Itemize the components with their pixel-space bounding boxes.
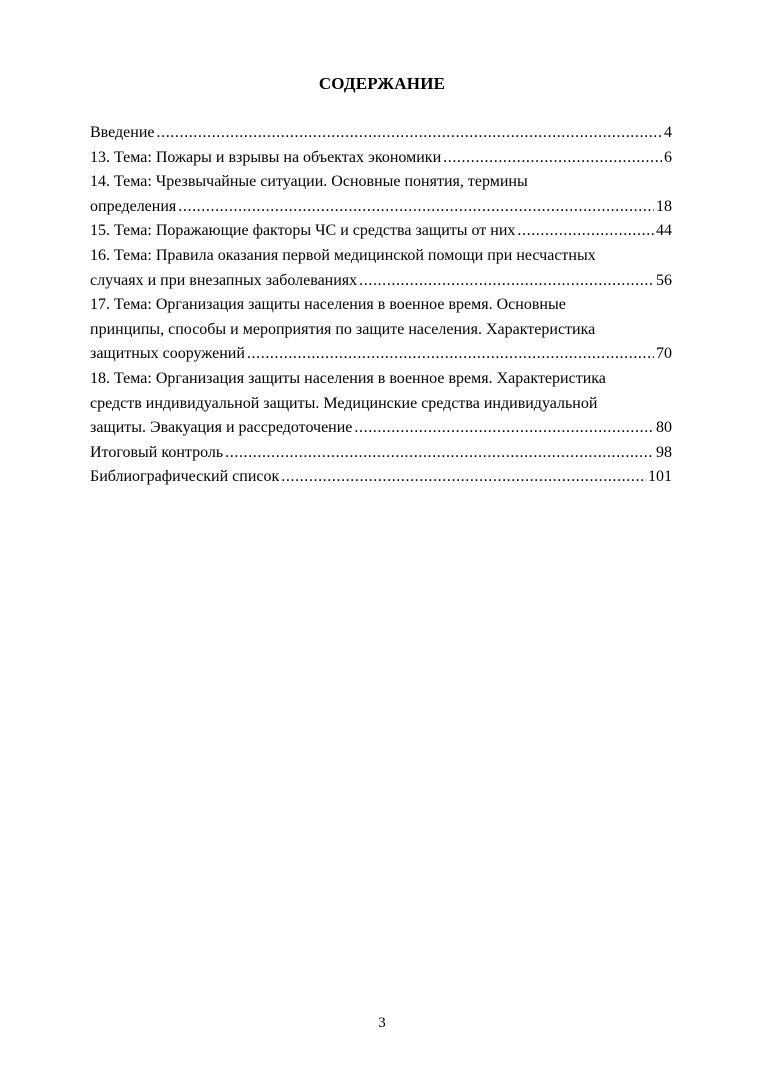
toc-entry-line xyxy=(90,342,672,367)
table-of-contents xyxy=(90,121,672,490)
toc-entry-title: 15. Тема: Поражающие факторы ЧС и средства защиты от них xyxy=(90,222,516,240)
page-number: 3 xyxy=(378,1015,386,1031)
toc-entry-page: 6 xyxy=(664,148,672,166)
toc-entry-line xyxy=(90,269,672,294)
dot-leader xyxy=(359,269,654,294)
dot-leader xyxy=(157,121,663,146)
toc-entry-title-line: 18. Тема: Организация защиты населения в военное время. Характеристика xyxy=(90,369,606,387)
toc-entry-page: 98 xyxy=(656,443,672,461)
toc-entry-title-line: принципы, способы и мероприятия по защите населения. Характеристика xyxy=(90,320,596,338)
toc-entry-page: 80 xyxy=(656,419,672,437)
toc-entry-topic-13[interactable] xyxy=(90,146,672,171)
dot-leader xyxy=(443,146,662,171)
toc-entry-topic-16[interactable] xyxy=(90,244,672,293)
toc-entry-line xyxy=(90,195,672,220)
toc-entry-page: 101 xyxy=(648,468,672,486)
page-title: СОДЕРЖАНИЕ xyxy=(318,74,446,93)
toc-entry-line xyxy=(90,465,672,490)
toc-entry-page: 70 xyxy=(656,345,672,363)
toc-entry-page: 44 xyxy=(656,222,672,240)
toc-entry-line xyxy=(90,219,672,244)
toc-entry-introduction[interactable] xyxy=(90,121,672,146)
toc-entry-title: защиты. Эвакуация и рассредоточение xyxy=(90,419,353,437)
toc-entry-page: 18 xyxy=(656,197,672,215)
toc-entry-topic-17[interactable] xyxy=(90,293,672,367)
dot-leader xyxy=(178,195,654,220)
toc-entry-title-line: 14. Тема: Чрезвычайные ситуации. Основные понятия, термины xyxy=(90,173,528,191)
toc-entry-bibliography[interactable] xyxy=(90,465,672,490)
toc-entry-title: Введение xyxy=(90,124,155,141)
toc-entry-line xyxy=(90,416,672,441)
dot-leader xyxy=(354,416,654,441)
toc-entry-line xyxy=(90,146,672,171)
toc-entry-page: 56 xyxy=(656,271,672,289)
toc-entry-page: 4 xyxy=(664,124,672,141)
toc-entry-title-line: 17. Тема: Организация защиты населения в военное время. Основные xyxy=(90,296,566,314)
toc-entry-title-line: средств индивидуальной защиты. Медицинские средства индивидуальной xyxy=(90,394,598,412)
toc-entry-topic-14[interactable] xyxy=(90,170,672,219)
dot-leader xyxy=(281,465,646,490)
toc-entry-final-control[interactable] xyxy=(90,441,672,466)
toc-entry-title: Итоговый контроль xyxy=(90,443,224,461)
toc-entry-topic-18[interactable] xyxy=(90,367,672,441)
toc-entry-title: защитных сооружений xyxy=(90,345,245,363)
toc-entry-line xyxy=(90,441,672,466)
toc-entry-title: Библиографический список xyxy=(90,468,280,486)
toc-entry-line xyxy=(90,121,672,146)
toc-entry-title: случаях и при внезапных заболеваниях xyxy=(90,271,358,289)
dot-leader xyxy=(225,441,654,466)
toc-entry-title: определения xyxy=(90,197,177,215)
dot-leader xyxy=(247,342,654,367)
toc-entry-title: 13. Тема: Пожары и взрывы на объектах экономики xyxy=(90,148,442,166)
dot-leader xyxy=(517,219,654,244)
toc-entry-title-line: 16. Тема: Правила оказания первой медицинской помощи при несчастных xyxy=(90,246,596,264)
toc-entry-topic-15[interactable] xyxy=(90,219,672,244)
